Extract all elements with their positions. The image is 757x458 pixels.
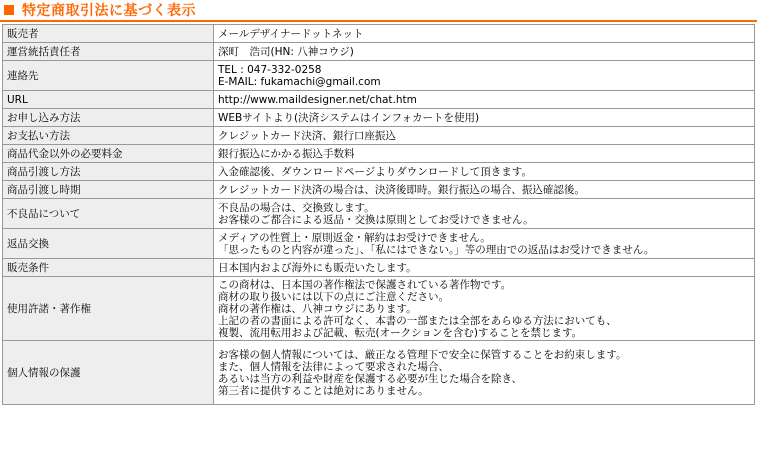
row-value-line: 第三者に提供することは絶対にありません。 (218, 384, 429, 397)
row-value-line: 商材の著作権は、八神コウジにあります。 (218, 302, 417, 315)
row-value-line: 銀行振込にかかる振込手数料 (218, 147, 355, 160)
table-row (3, 91, 755, 109)
row-value (214, 259, 755, 277)
table-row (3, 61, 755, 91)
table-row (3, 163, 755, 181)
row-value (214, 277, 755, 341)
row-label: お申し込み方法 (3, 109, 214, 127)
row-value-line: E-MAIL: fukamachi@gmail.com (218, 75, 381, 88)
table-row (3, 145, 755, 163)
row-value-line: 上記の者の書面による許可なく、本書の一部または全部をあらゆる方法においても、 (218, 314, 617, 327)
legal-info-table-body (3, 25, 755, 405)
row-value-line: クレジットカード決済の場合は、決済後即時。銀行振込の場合、振込確認後。 (218, 183, 585, 196)
row-value-line: メディアの性質上・原則返金・解約はお受けできません。 (218, 231, 491, 244)
row-value-line: 深町 浩司(HN: 八神コウジ) (218, 45, 354, 58)
page-title: 特定商取引法に基づく表示 (22, 3, 196, 19)
row-value-line: クレジットカード決済、銀行口座振込 (218, 129, 396, 142)
row-value (214, 181, 755, 199)
table-row (3, 181, 755, 199)
page-header (0, 0, 757, 22)
table-row (3, 341, 755, 405)
row-value-line: http://www.maildesigner.net/chat.htm (218, 93, 417, 106)
row-label: 不良品について (3, 199, 214, 229)
row-value-line: お客様のご都合による返品・交換は原則としてお受けできません。 (218, 213, 534, 226)
row-value-line: 不良品の場合は、交換致します。 (218, 201, 375, 214)
row-label: 運営統括責任者 (3, 43, 214, 61)
row-value-line: 商材の取り扱いには以下の点にご注意ください。 (218, 290, 449, 303)
row-label: 連絡先 (3, 61, 214, 91)
row-label: 返品交換 (3, 229, 214, 259)
row-value (214, 229, 755, 259)
row-value-line: 複製、流用転用および記載、転売(オークションを含む)することを禁じます。 (218, 326, 583, 339)
row-value-line: 入金確認後、ダウンロードページよりダウンロードして頂きます。 (218, 165, 532, 178)
row-label: URL (3, 91, 214, 109)
row-value-line: メールデザイナードットネット (218, 27, 364, 40)
row-label: 使用許諾・著作権 (3, 277, 214, 341)
row-value-line: お客様の個人情報については、厳正なる管理下で安全に保管することをお約束します。 (218, 348, 627, 361)
row-label: 販売条件 (3, 259, 214, 277)
row-label: 販売者 (3, 25, 214, 43)
orange-square-icon (4, 5, 14, 15)
table-row (3, 127, 755, 145)
row-value-line: 「思ったものと内容が違った」、「私にはできない。」等の理由での返品はお受けできません。 (218, 243, 655, 256)
row-value (214, 145, 755, 163)
row-value (214, 163, 755, 181)
row-label: 商品代金以外の必要料金 (3, 145, 214, 163)
row-value-line: また、個人情報を法律によって要求された場合、 (218, 360, 449, 373)
table-row (3, 277, 755, 341)
row-label: 商品引渡し方法 (3, 163, 214, 181)
table-row (3, 25, 755, 43)
row-value (214, 91, 755, 109)
row-value-line: TEL : 047-332-0258 (218, 63, 322, 76)
row-value (214, 25, 755, 43)
row-label: 商品引渡し時期 (3, 181, 214, 199)
table-row (3, 229, 755, 259)
row-label: 個人情報の保護 (3, 341, 214, 405)
table-row (3, 109, 755, 127)
row-value (214, 61, 755, 91)
table-row (3, 199, 755, 229)
row-value (214, 109, 755, 127)
row-value (214, 341, 755, 405)
row-value-line: WEBサイトより(決済システムはインフォカートを使用) (218, 111, 480, 124)
row-value-line: あるいは当方の利益や財産を保護する必要が生じた場合を除き、 (218, 372, 523, 385)
row-label: お支払い方法 (3, 127, 214, 145)
table-row (3, 43, 755, 61)
row-value (214, 43, 755, 61)
row-value-line: 日本国内および海外にも販売いたします。 (218, 261, 417, 274)
table-row (3, 259, 755, 277)
legal-info-table (2, 24, 755, 405)
row-value (214, 127, 755, 145)
row-value (214, 199, 755, 229)
row-value-line: この商材は、日本国の著作権法で保護されている著作物です。 (218, 278, 512, 291)
